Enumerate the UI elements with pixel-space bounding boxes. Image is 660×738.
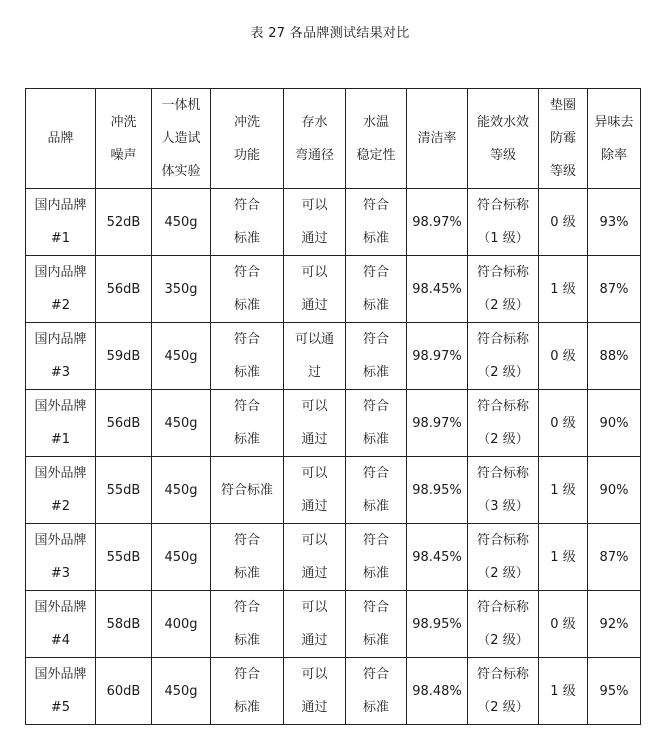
cell-text-line: 符合标准 — [220, 482, 273, 498]
cell-text-line: （2 级） — [477, 700, 529, 715]
cell-text-line: （2 级） — [477, 298, 529, 313]
table-row — [26, 390, 641, 457]
cell-text-line: 符合 — [362, 600, 389, 615]
header-text-line: 异味去 — [594, 114, 634, 130]
cell-odor-removal-rate — [588, 189, 641, 256]
cell-text-line: 国外品牌 — [34, 667, 87, 682]
cell-gasket-mold-grade — [539, 457, 588, 524]
cell-text-line: 通过 — [301, 298, 328, 313]
cell-text-line: （1 级） — [477, 231, 529, 246]
cell-dummy-test — [152, 189, 211, 256]
cell-text-line: 标准 — [362, 499, 389, 514]
table-row — [26, 323, 641, 390]
cell-cleaning-rate — [407, 457, 468, 524]
header-text-line: 存水 — [301, 114, 328, 130]
cell-flush-noise — [96, 256, 152, 323]
cell-brand — [26, 591, 96, 658]
cell-dummy-test — [152, 591, 211, 658]
cell-text-line: #2 — [50, 298, 71, 313]
cell-text-line: 87% — [599, 281, 629, 297]
cell-trapway-diameter — [284, 390, 346, 457]
cell-text-line: 过 — [307, 365, 321, 380]
cell-dummy-test — [152, 256, 211, 323]
cell-text-line: 符合标称 — [476, 533, 529, 548]
header-water-temp-stability — [346, 89, 407, 189]
cell-text-line: 1 级 — [550, 482, 576, 498]
cell-cleaning-rate — [407, 189, 468, 256]
cell-efficiency-grade — [468, 390, 539, 457]
cell-text-line: 国内品牌 — [34, 332, 87, 347]
cell-flush-function — [211, 189, 284, 256]
cell-flush-function — [211, 524, 284, 591]
cell-trapway-diameter — [284, 457, 346, 524]
cell-text-line: 450g — [164, 348, 198, 364]
cell-text-line: 450g — [164, 549, 198, 565]
cell-text-line: 95% — [599, 683, 629, 699]
cell-text-line: 国外品牌 — [34, 466, 87, 481]
cell-odor-removal-rate — [588, 524, 641, 591]
cell-text-line: 符合 — [362, 667, 389, 682]
cell-gasket-mold-grade — [539, 524, 588, 591]
cell-text-line: 符合 — [362, 332, 389, 347]
cell-odor-removal-rate — [588, 658, 641, 725]
header-row — [26, 89, 641, 189]
cell-text-line: 符合 — [233, 399, 260, 414]
cell-text-line: 标准 — [233, 633, 260, 648]
cell-text-line: 59dB — [106, 348, 141, 364]
cell-water-temp-stability — [346, 457, 407, 524]
cell-efficiency-grade — [468, 457, 539, 524]
cell-efficiency-grade — [468, 189, 539, 256]
cell-text-line: 1 级 — [550, 549, 576, 565]
cell-text-line: 标准 — [362, 298, 389, 313]
cell-flush-function — [211, 591, 284, 658]
cell-trapway-diameter — [284, 524, 346, 591]
cell-trapway-diameter — [284, 658, 346, 725]
cell-text-line: 符合标称 — [476, 600, 529, 615]
cell-text-line: 90% — [599, 482, 629, 498]
cell-text-line: 通过 — [301, 633, 328, 648]
cell-dummy-test — [152, 658, 211, 725]
header-text-line: 体实验 — [161, 164, 201, 179]
cell-water-temp-stability — [346, 591, 407, 658]
header-text-line: 一体机 — [161, 98, 201, 113]
cell-gasket-mold-grade — [539, 658, 588, 725]
cell-text-line: 标准 — [362, 432, 389, 447]
cell-cleaning-rate — [407, 524, 468, 591]
cell-trapway-diameter — [284, 323, 346, 390]
cell-text-line: 符合标称 — [476, 667, 529, 682]
cell-text-line: 国内品牌 — [34, 265, 87, 280]
cell-text-line: #3 — [50, 365, 71, 380]
cell-text-line: 符合标称 — [476, 332, 529, 347]
cell-text-line: 符合 — [362, 265, 389, 280]
cell-odor-removal-rate — [588, 457, 641, 524]
cell-text-line: 350g — [164, 281, 198, 297]
cell-flush-noise — [96, 658, 152, 725]
cell-text-line: #1 — [50, 231, 71, 246]
cell-text-line: 88% — [599, 348, 629, 364]
cell-odor-removal-rate — [588, 256, 641, 323]
cell-text-line: 400g — [164, 616, 198, 632]
cell-flush-function — [211, 256, 284, 323]
cell-water-temp-stability — [346, 390, 407, 457]
cell-text-line: 0 级 — [550, 348, 576, 364]
cell-efficiency-grade — [468, 658, 539, 725]
cell-text-line: 通过 — [301, 566, 328, 581]
header-text-line: 冲洗 — [233, 114, 260, 130]
header-text-line: 品牌 — [47, 131, 74, 146]
cell-text-line: 92% — [599, 616, 629, 632]
cell-flush-function — [211, 390, 284, 457]
cell-text-line: 450g — [164, 214, 198, 230]
cell-text-line: 符合 — [233, 533, 260, 548]
cell-text-line: （2 级） — [477, 566, 529, 581]
header-trapway-diameter — [284, 89, 346, 189]
cell-text-line: 58dB — [106, 616, 141, 632]
header-dummy-test — [152, 89, 211, 189]
cell-text-line: 0 级 — [550, 616, 576, 632]
cell-text-line: 符合 — [233, 332, 260, 347]
cell-trapway-diameter — [284, 189, 346, 256]
cell-text-line: 98.95% — [412, 616, 462, 632]
cell-flush-noise — [96, 591, 152, 658]
cell-text-line: 98.95% — [412, 482, 462, 498]
cell-text-line: 60dB — [106, 683, 141, 699]
cell-text-line: 标准 — [362, 700, 389, 715]
header-efficiency-grade — [468, 89, 539, 189]
cell-text-line: #2 — [50, 499, 71, 514]
cell-text-line: 98.45% — [412, 281, 462, 297]
cell-text-line: #3 — [50, 566, 71, 581]
header-text-line: 垫圈 — [549, 98, 576, 113]
cell-text-line: 98.97% — [412, 348, 462, 364]
cell-brand — [26, 323, 96, 390]
header-flush-function — [211, 89, 284, 189]
header-flush-noise — [96, 89, 152, 189]
cell-text-line: 可以 — [301, 600, 328, 615]
cell-text-line: 通过 — [301, 700, 328, 715]
cell-brand — [26, 658, 96, 725]
cell-gasket-mold-grade — [539, 591, 588, 658]
header-text-line: 弯通径 — [294, 147, 334, 163]
table-row — [26, 256, 641, 323]
header-text-line: 能效水效 — [476, 114, 529, 130]
cell-text-line: 符合 — [362, 198, 389, 213]
cell-flush-noise — [96, 524, 152, 591]
cell-flush-function — [211, 323, 284, 390]
cell-text-line: 符合 — [362, 533, 389, 548]
cell-cleaning-rate — [407, 658, 468, 725]
cell-text-line: 52dB — [106, 214, 141, 230]
cell-text-line: 标准 — [362, 231, 389, 246]
table-body — [26, 189, 641, 725]
cell-text-line: （2 级） — [477, 432, 529, 447]
cell-dummy-test — [152, 524, 211, 591]
cell-text-line: 符合标称 — [476, 466, 529, 481]
cell-text-line: 450g — [164, 415, 198, 431]
cell-brand — [26, 457, 96, 524]
table-row — [26, 457, 641, 524]
cell-text-line: 可以通 — [294, 332, 334, 347]
cell-brand — [26, 256, 96, 323]
header-text-line: 清洁率 — [417, 131, 457, 146]
table-row — [26, 189, 641, 256]
header-odor-removal-rate — [588, 89, 641, 189]
cell-text-line: 可以 — [301, 466, 328, 481]
cell-text-line: （3 级） — [477, 499, 529, 514]
table-row — [26, 658, 641, 725]
cell-text-line: #1 — [50, 432, 71, 447]
cell-text-line: 可以 — [301, 198, 328, 213]
header-brand — [26, 89, 96, 189]
cell-cleaning-rate — [407, 591, 468, 658]
cell-text-line: 标准 — [233, 700, 260, 715]
cell-flush-noise — [96, 457, 152, 524]
header-text-line: 防霉 — [549, 131, 576, 146]
cell-text-line: 56dB — [106, 281, 141, 297]
results-table — [25, 88, 641, 725]
cell-gasket-mold-grade — [539, 390, 588, 457]
cell-text-line: 0 级 — [550, 214, 576, 230]
cell-text-line: 国外品牌 — [34, 399, 87, 414]
cell-text-line: 450g — [164, 683, 198, 699]
cell-text-line: 通过 — [301, 432, 328, 447]
header-text-line: 功能 — [233, 147, 260, 163]
cell-gasket-mold-grade — [539, 189, 588, 256]
header-text-line: 噪声 — [110, 147, 137, 163]
cell-text-line: 56dB — [106, 415, 141, 431]
cell-dummy-test — [152, 457, 211, 524]
cell-text-line: 符合 — [233, 198, 260, 213]
cell-text-line: 标准 — [233, 432, 260, 447]
cell-text-line: 450g — [164, 482, 198, 498]
table-row — [26, 524, 641, 591]
header-text-line: 等级 — [489, 147, 516, 163]
cell-text-line: 符合 — [233, 667, 260, 682]
cell-text-line: 1 级 — [550, 683, 576, 699]
cell-text-line: 93% — [599, 214, 629, 230]
cell-text-line: 98.48% — [412, 683, 462, 699]
cell-flush-noise — [96, 390, 152, 457]
cell-flush-function — [211, 457, 284, 524]
cell-water-temp-stability — [346, 189, 407, 256]
table-row — [26, 591, 641, 658]
cell-text-line: 国内品牌 — [34, 198, 87, 213]
cell-efficiency-grade — [468, 524, 539, 591]
cell-flush-noise — [96, 189, 152, 256]
cell-text-line: 国外品牌 — [34, 600, 87, 615]
cell-text-line: 标准 — [362, 566, 389, 581]
cell-text-line: 可以 — [301, 533, 328, 548]
cell-text-line: 可以 — [301, 667, 328, 682]
cell-text-line: 55dB — [106, 482, 141, 498]
cell-text-line: 55dB — [106, 549, 141, 565]
cell-odor-removal-rate — [588, 390, 641, 457]
cell-text-line: 可以 — [301, 399, 328, 414]
header-cleaning-rate — [407, 89, 468, 189]
cell-cleaning-rate — [407, 390, 468, 457]
header-text-line: 人造试 — [161, 131, 201, 146]
cell-text-line: 1 级 — [550, 281, 576, 297]
cell-gasket-mold-grade — [539, 323, 588, 390]
cell-text-line: 符合标称 — [476, 399, 529, 414]
cell-text-line: 标准 — [233, 566, 260, 581]
cell-text-line: 标准 — [233, 298, 260, 313]
header-text-line: 等级 — [549, 164, 576, 179]
cell-text-line: #5 — [50, 700, 71, 715]
cell-brand — [26, 524, 96, 591]
cell-text-line: #4 — [50, 633, 71, 648]
cell-text-line: 符合 — [362, 466, 389, 481]
cell-text-line: 可以 — [301, 265, 328, 280]
cell-text-line: 标准 — [233, 365, 260, 380]
cell-text-line: 标准 — [233, 231, 260, 246]
cell-text-line: 98.45% — [412, 549, 462, 565]
cell-text-line: 符合 — [233, 265, 260, 280]
cell-text-line: 90% — [599, 415, 629, 431]
header-text-line: 水温 — [362, 114, 389, 130]
cell-text-line: 87% — [599, 549, 629, 565]
cell-text-line: 标准 — [362, 365, 389, 380]
cell-text-line: 通过 — [301, 499, 328, 514]
cell-text-line: 符合标称 — [476, 198, 529, 213]
table-caption: 表 27 各品牌测试结果对比 — [250, 26, 410, 41]
cell-text-line: 符合 — [362, 399, 389, 414]
cell-odor-removal-rate — [588, 323, 641, 390]
cell-dummy-test — [152, 390, 211, 457]
cell-cleaning-rate — [407, 256, 468, 323]
cell-trapway-diameter — [284, 591, 346, 658]
header-text-line: 除率 — [600, 147, 627, 163]
cell-water-temp-stability — [346, 658, 407, 725]
cell-brand — [26, 189, 96, 256]
cell-gasket-mold-grade — [539, 256, 588, 323]
cell-efficiency-grade — [468, 323, 539, 390]
cell-water-temp-stability — [346, 323, 407, 390]
cell-text-line: 符合 — [233, 600, 260, 615]
cell-flush-function — [211, 658, 284, 725]
cell-brand — [26, 390, 96, 457]
cell-water-temp-stability — [346, 524, 407, 591]
cell-text-line: 0 级 — [550, 415, 576, 431]
cell-text-line: （2 级） — [477, 633, 529, 648]
cell-efficiency-grade — [468, 591, 539, 658]
cell-text-line: 98.97% — [412, 214, 462, 230]
cell-flush-noise — [96, 323, 152, 390]
cell-trapway-diameter — [284, 256, 346, 323]
cell-text-line: 通过 — [301, 231, 328, 246]
cell-dummy-test — [152, 323, 211, 390]
cell-odor-removal-rate — [588, 591, 641, 658]
cell-efficiency-grade — [468, 256, 539, 323]
cell-text-line: （2 级） — [477, 365, 529, 380]
cell-text-line: 98.97% — [412, 415, 462, 431]
header-text-line: 冲洗 — [110, 114, 137, 130]
cell-text-line: 国外品牌 — [34, 533, 87, 548]
header-gasket-mold-grade — [539, 89, 588, 189]
cell-cleaning-rate — [407, 323, 468, 390]
cell-water-temp-stability — [346, 256, 407, 323]
cell-text-line: 标准 — [362, 633, 389, 648]
header-text-line: 稳定性 — [356, 147, 396, 163]
cell-text-line: 符合标称 — [476, 265, 529, 280]
